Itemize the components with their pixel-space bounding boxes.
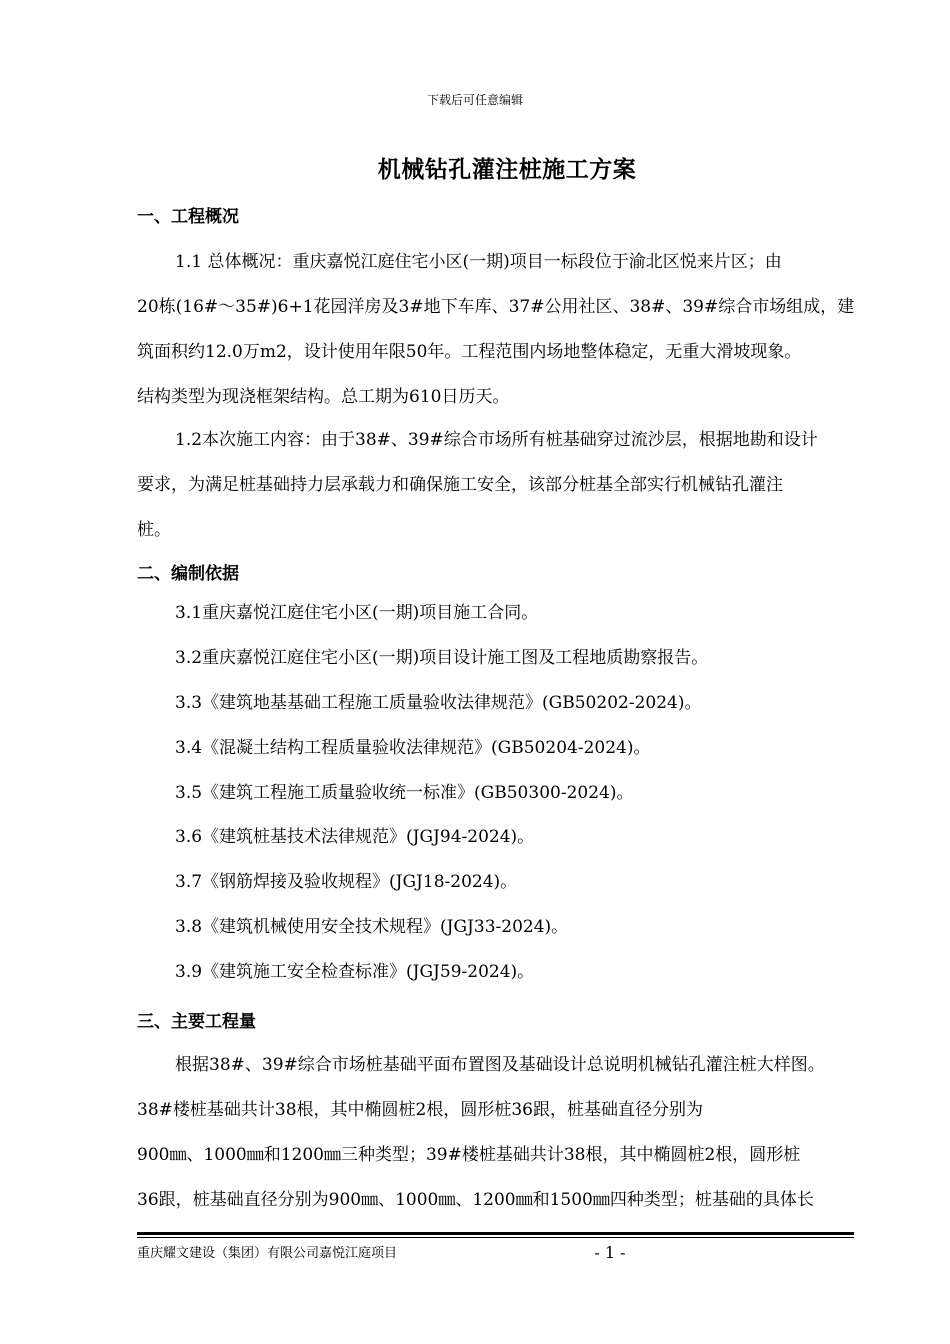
scope-paragraph-line: 桩。 [137,520,171,540]
basis-list-item: 3.7《钢筋焊接及验收规程》(JGJ18-2024)。 [175,872,518,892]
overview-paragraph-line: 结构类型为现浇框架结构。总工期为610日历天。 [137,387,510,407]
footer-divider-thick [137,1232,854,1235]
overview-paragraph-line: 20栋(16#～35#)6+1花园洋房及3#地下车库、37#公用社区、38#、39#综合市场组成，建 [137,297,855,317]
quantities-paragraph-line: 36跟，桩基础直径分别为900㎜、1000㎜、1200㎜和1500㎜四种类型；桩基础的具体长 [137,1190,814,1210]
section-heading-basis: 二、编制依据 [137,564,239,584]
basis-list-item: 3.3《建筑地基基础工程施工质量验收法律规范》(GB50202-2024)。 [175,693,702,713]
basis-list-item: 3.4《混凝土结构工程质量验收法律规范》(GB50204-2024)。 [175,738,651,758]
overview-paragraph-line: 1.1 总体概况：重庆嘉悦江庭住宅小区(一期)项目一标段位于渝北区悦来片区；由 [175,252,782,272]
section-heading-overview: 一、工程概况 [137,207,239,227]
basis-list-item: 3.6《建筑桩基技术法律规范》(JGJ94-2024)。 [175,827,535,847]
basis-list-item: 3.5《建筑工程施工质量验收统一标准》(GB50300-2024)。 [175,783,634,803]
header-note: 下载后可任意编辑 [426,93,523,107]
document-title: 机械钻孔灌注桩施工方案 [377,156,637,183]
quantities-paragraph-line: 根据38#、39#综合市场桩基础平面布置图及基础设计总说明机械钻孔灌注桩大样图。 [175,1055,825,1075]
footer-company-name: 重庆耀文建设（集团）有限公司嘉悦江庭项目 [137,1246,398,1261]
basis-list-item: 3.9《建筑施工安全检查标准》(JGJ59-2024)。 [175,962,535,982]
quantities-paragraph-line: 900㎜、1000㎜和1200㎜三种类型；39#楼桩基础共计38根，其中椭圆桩2根，圆形桩 [137,1145,801,1165]
scope-paragraph-line: 要求，为满足桩基础持力层承载力和确保施工安全，该部分桩基全部实行机械钻孔灌注 [137,475,783,495]
basis-list-item: 3.2重庆嘉悦江庭住宅小区(一期)项目设计施工图及工程地质勘察报告。 [175,648,709,668]
scope-paragraph-line: 1.2本次施工内容：由于38#、39#综合市场所有桩基础穿过流沙层，根据地勘和设计 [175,430,818,450]
overview-paragraph-line: 筑面积约12.0万m2，设计使用年限50年。工程范围内场地整体稳定，无重大滑坡现象。 [137,342,802,362]
footer-page-number: - 1 - [594,1243,626,1262]
footer-divider-thin [137,1237,854,1238]
basis-list-item: 3.8《建筑机械使用安全技术规程》(JGJ33-2024)。 [175,917,569,937]
section-heading-quantities: 三、主要工程量 [137,1012,256,1032]
basis-list-item: 3.1重庆嘉悦江庭住宅小区(一期)项目施工合同。 [175,603,539,623]
quantities-paragraph-line: 38#楼桩基础共计38根，其中椭圆桩2根，圆形桩36跟，桩基础直径分别为 [137,1100,703,1120]
